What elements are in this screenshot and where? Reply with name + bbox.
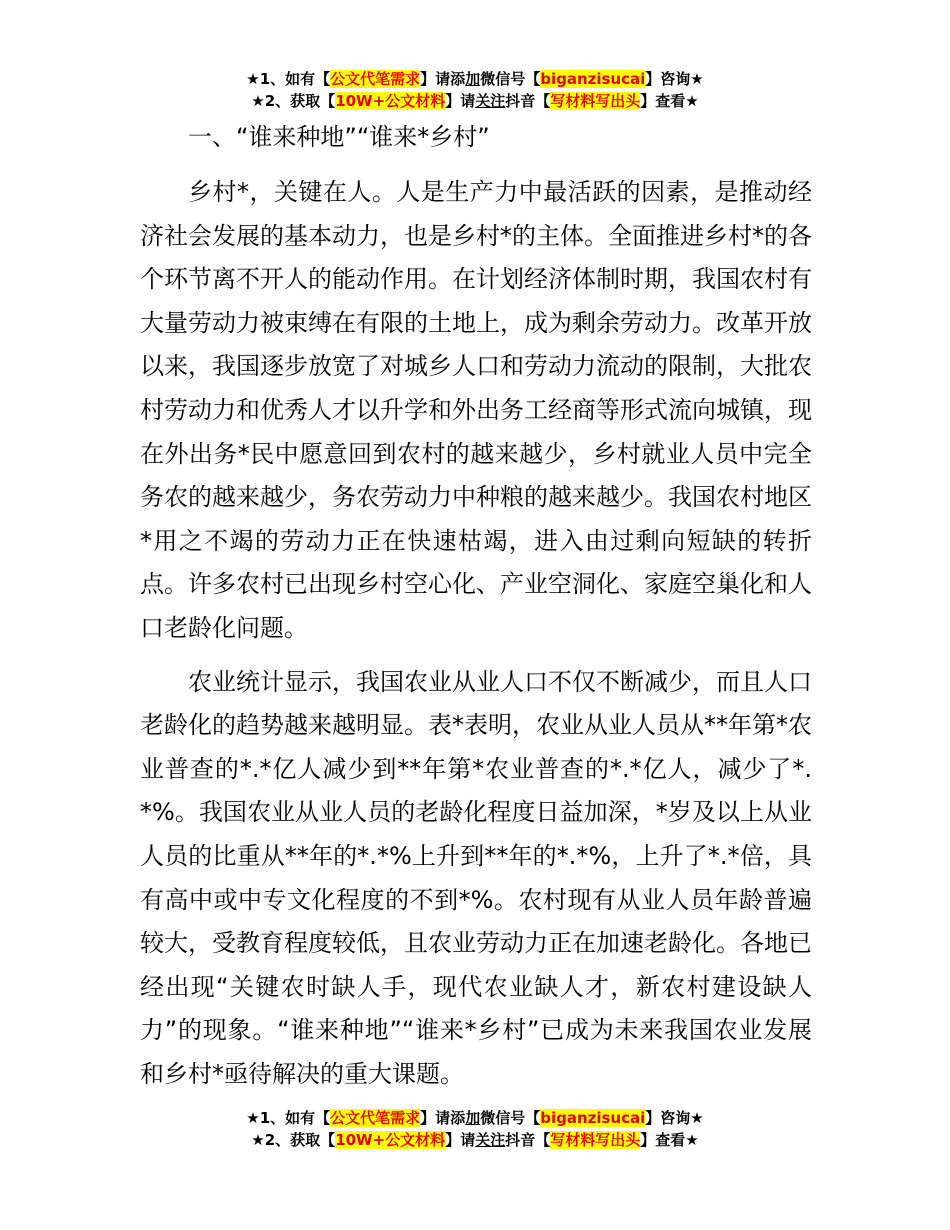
promo-line-1: ★1、如有【公文代笔需求】请添加微信号【biganzisucai】咨询★ [246,70,704,88]
promo-line-2: ★2、获取【10W+公文材料】请关注抖音【写材料写出头】查看★ [251,1131,699,1149]
promo-highlight: 写材料写出头 [550,92,641,110]
promo-line-1: ★1、如有【公文代笔需求】请添加微信号【biganzisucai】咨询★ [246,1109,704,1127]
section-heading: 一、“谁来种地”“谁来*乡村” [188,123,490,151]
footer-promo-banner [0,1107,950,1151]
promo-highlight: 公文代笔需求 [330,1109,421,1127]
promo-highlight: 10W+公文材料 [335,92,446,110]
promo-highlight: biganzisucai [540,70,646,88]
promo-highlight: biganzisucai [540,1109,646,1127]
body-paragraph: 乡村*，关键在人。人是生产力中最活跃的因素，是推动经济社会发展的基本动力，也是乡村*的主体。全面推进乡村*的各个环节离不开人的能动作用。在计划经济体制时期，我国农村有大量劳动力被束缚在有限的土地上，成为剩余劳动力。改革开放以来，我国逐步放宽了对城乡人口和劳动力流动的限制，大批农村劳动力和优秀人才以升学和外出务工经商等形式流向城镇，现在外出务*民中愿意回到农村的越来越少，乡村就业人员中完全务农的越来越少，务农劳动力中种粮的越来越少。我国农村地区*用之不竭的劳动力正在快速枯竭，进入由过剩向短缺的转折点。许多农村已出现乡村空心化、产业空洞化、家庭空巢化和人口老龄化问题。 [140,178,812,642]
promo-highlight: 写材料写出头 [550,1131,641,1149]
body-paragraph: 农业统计显示，我国农业从业人口不仅不断减少，而且人口老龄化的趋势越来越明显。表*表明，农业从业人员从**年第*农业普查的*.*亿人减少到**年第*农业普查的*.*亿人，减少了*.*%。我国农业从业人员的老龄化程度日益加深，*岁及以上从业人员的比重从**年的*.*%上升到**年的*.*%，上升了*.*倍，具有高中或中专文化程度的不到*%。农村现有从业人员年龄普遍较大，受教育程度较低，且农业劳动力正在加速老龄化。各地已经出现“关键农时缺人手，现代农业缺人才，新农村建设缺人力”的现象。“谁来种地”“谁来*乡村”已成为未来我国农业发展和乡村*亟待解决的重大课题。 [140,667,812,1088]
promo-highlight: 公文代笔需求 [330,70,421,88]
promo-line-2: ★2、获取【10W+公文材料】请关注抖音【写材料写出头】查看★ [251,92,699,110]
header-promo-banner [0,68,950,112]
document-body [140,117,812,1106]
promo-highlight: 10W+公文材料 [335,1131,446,1149]
